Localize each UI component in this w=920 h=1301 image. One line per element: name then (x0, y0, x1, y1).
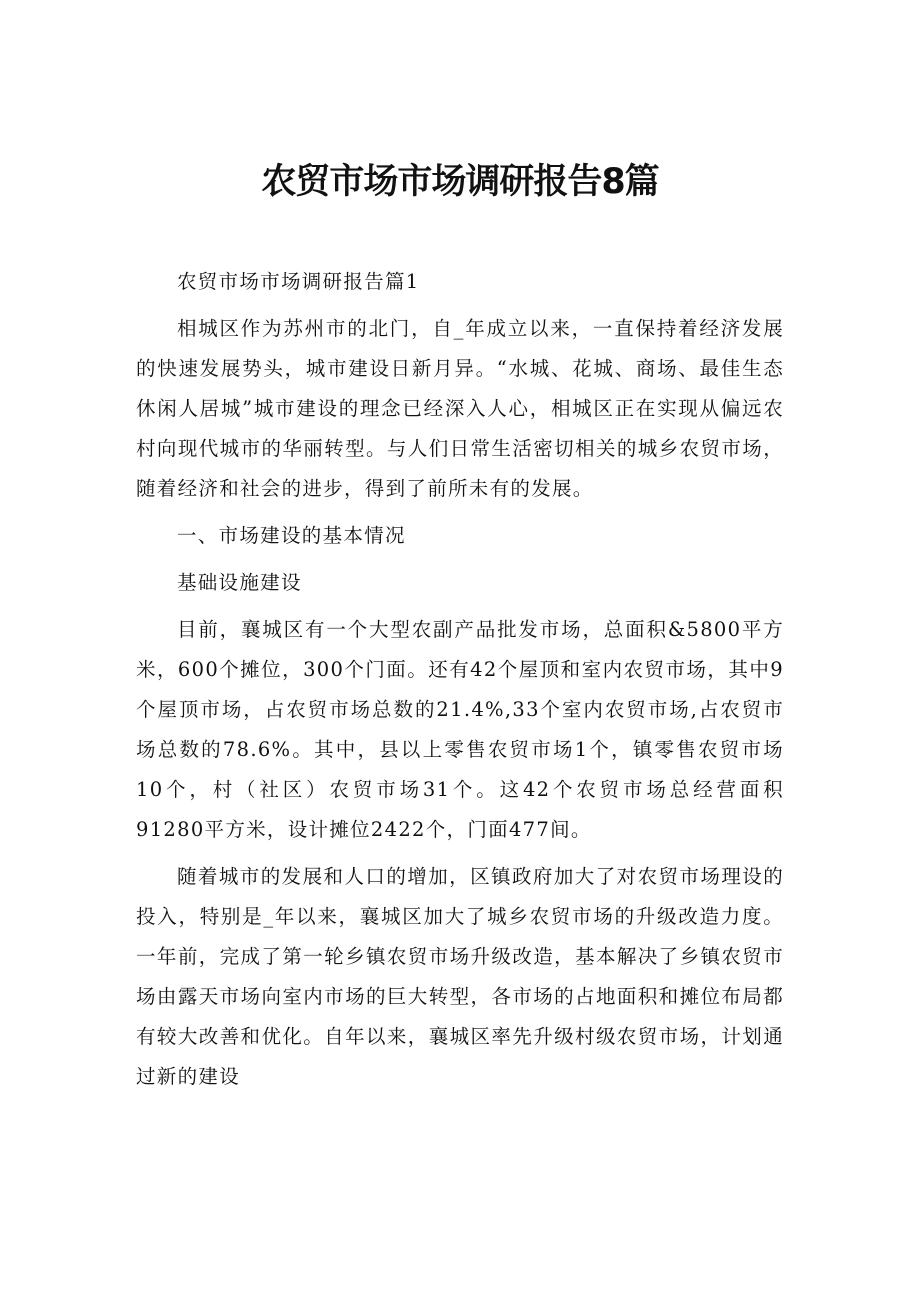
document-title: 农贸市场市场调研报告8篇 (261, 162, 659, 202)
section-heading: 农贸市场市场调研报告篇1 (176, 270, 420, 293)
document-body (136, 262, 784, 1104)
section-heading: 一、市场建设的基本情况 (176, 524, 406, 547)
paragraph-facilities: 目前，襄城区有一个大型农副产品批发市场，总面积&5800平方米，600个摊位，300个门面。还有42个屋顶和室内农贸市场，其中9个屋顶市场，占农贸市场总数的21.4%,33个室内农贸市场,占农贸市场总数的78.6%。其中，县以上零售农贸市场1个，镇零售农贸市场10个，村（社区）农贸市场31个。这42个农贸市场总经营面积91280平方米，设计摊位2422个，门面477间。 (136, 618, 784, 841)
paragraph-investment: 随着城市的发展和人口的增加，区镇政府加大了对农贸市场理设的投入，特别是_年以来，襄城区加大了城乡农贸市场的升级改造力度。一年前，完成了第一轮乡镇农贸市场升级改造，基本解决了乡镇农贸市场由露天市场向室内市场的巨大转型，各市场的占地面积和摊位布局都有较大改善和优化。自年以来，襄城区率先升级村级农贸市场，计划通过新的建设 (136, 865, 784, 1088)
paragraph-intro: 相城区作为苏州市的北门，自_年成立以来，一直保持着经济发展的快速发展势头，城市建设日新月异。“水城、花城、商场、最佳生态休闲人居城”城市建设的理念已经深入人心，相城区正在实现从偏远农村向现代城市的华丽转型。与人们日常生活密切相关的城乡农贸市场，随着经济和社会的进步，得到了前所未有的发展。 (136, 317, 784, 500)
subsection-heading: 基础设施建设 (176, 571, 302, 594)
